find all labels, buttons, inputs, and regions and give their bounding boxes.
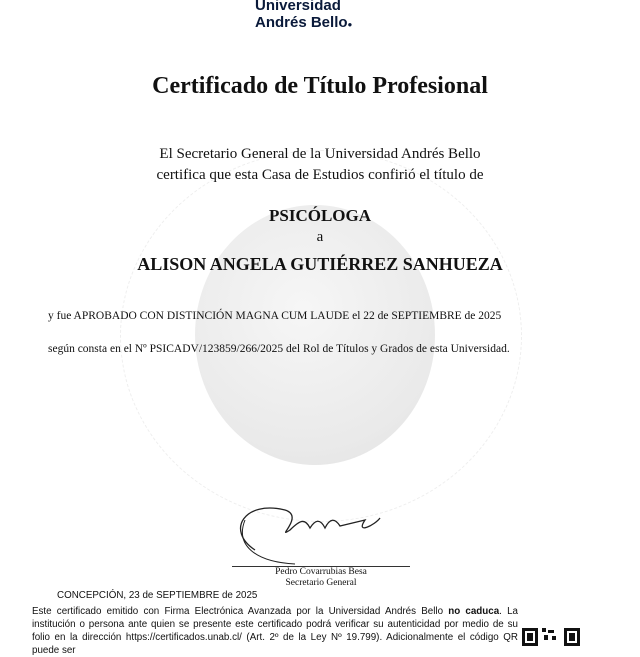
certificate-title: Certificado de Título Profesional <box>152 73 488 99</box>
degree-title: PSICÓLOGA <box>268 206 372 225</box>
footer-bold: no caduca <box>448 606 500 617</box>
place-date: CONCEPCIÓN, 23 de SEPTIEMBRE de 2025 <box>57 590 258 601</box>
connector: a <box>316 229 324 245</box>
registry-statement: según consta en el Nº PSICADV/123859/266/2025 del Rol de Títulos y Grados de esta Universidad. <box>48 343 510 355</box>
intro-line-2: certifica que esta Casa de Estudios confirió el título de <box>156 167 484 183</box>
footer-text-2: . La institución o persona ante quien se presente este certificado podrá verificar su autenticidad por medio de su folio en la dirección https://certificados.unab.cl/ (Art. 2º de la Ley Nº 19.799). Adicionalmente el código QR puede ser <box>32 606 518 656</box>
logo-dot-icon: ● <box>347 20 353 29</box>
signature-icon <box>215 490 415 565</box>
signatory-role: Secretario General <box>285 578 357 588</box>
verification-note <box>32 605 518 657</box>
footer-text-1: Este certificado emitido con Firma Electrónica Avanzada por la Universidad Andrés Bello <box>32 606 449 617</box>
logo-line2: Andrés Bello <box>255 14 348 31</box>
signatory-name: Pedro Covarrubias Besa <box>275 567 367 577</box>
logo-line1: Universidad <box>255 0 341 14</box>
approval-statement: y fue APROBADO CON DISTINCIÓN MAGNA CUM LAUDE el 22 de SEPTIEMBRE de 2025 <box>48 310 502 322</box>
graduate-name: ALISON ANGELA GUTIÉRREZ SANHUEZA <box>137 254 503 274</box>
intro-line-1: El Secretario General de la Universidad Andrés Bello <box>159 146 481 162</box>
qr-code-icon[interactable] <box>522 626 582 646</box>
university-logo <box>255 0 405 31</box>
